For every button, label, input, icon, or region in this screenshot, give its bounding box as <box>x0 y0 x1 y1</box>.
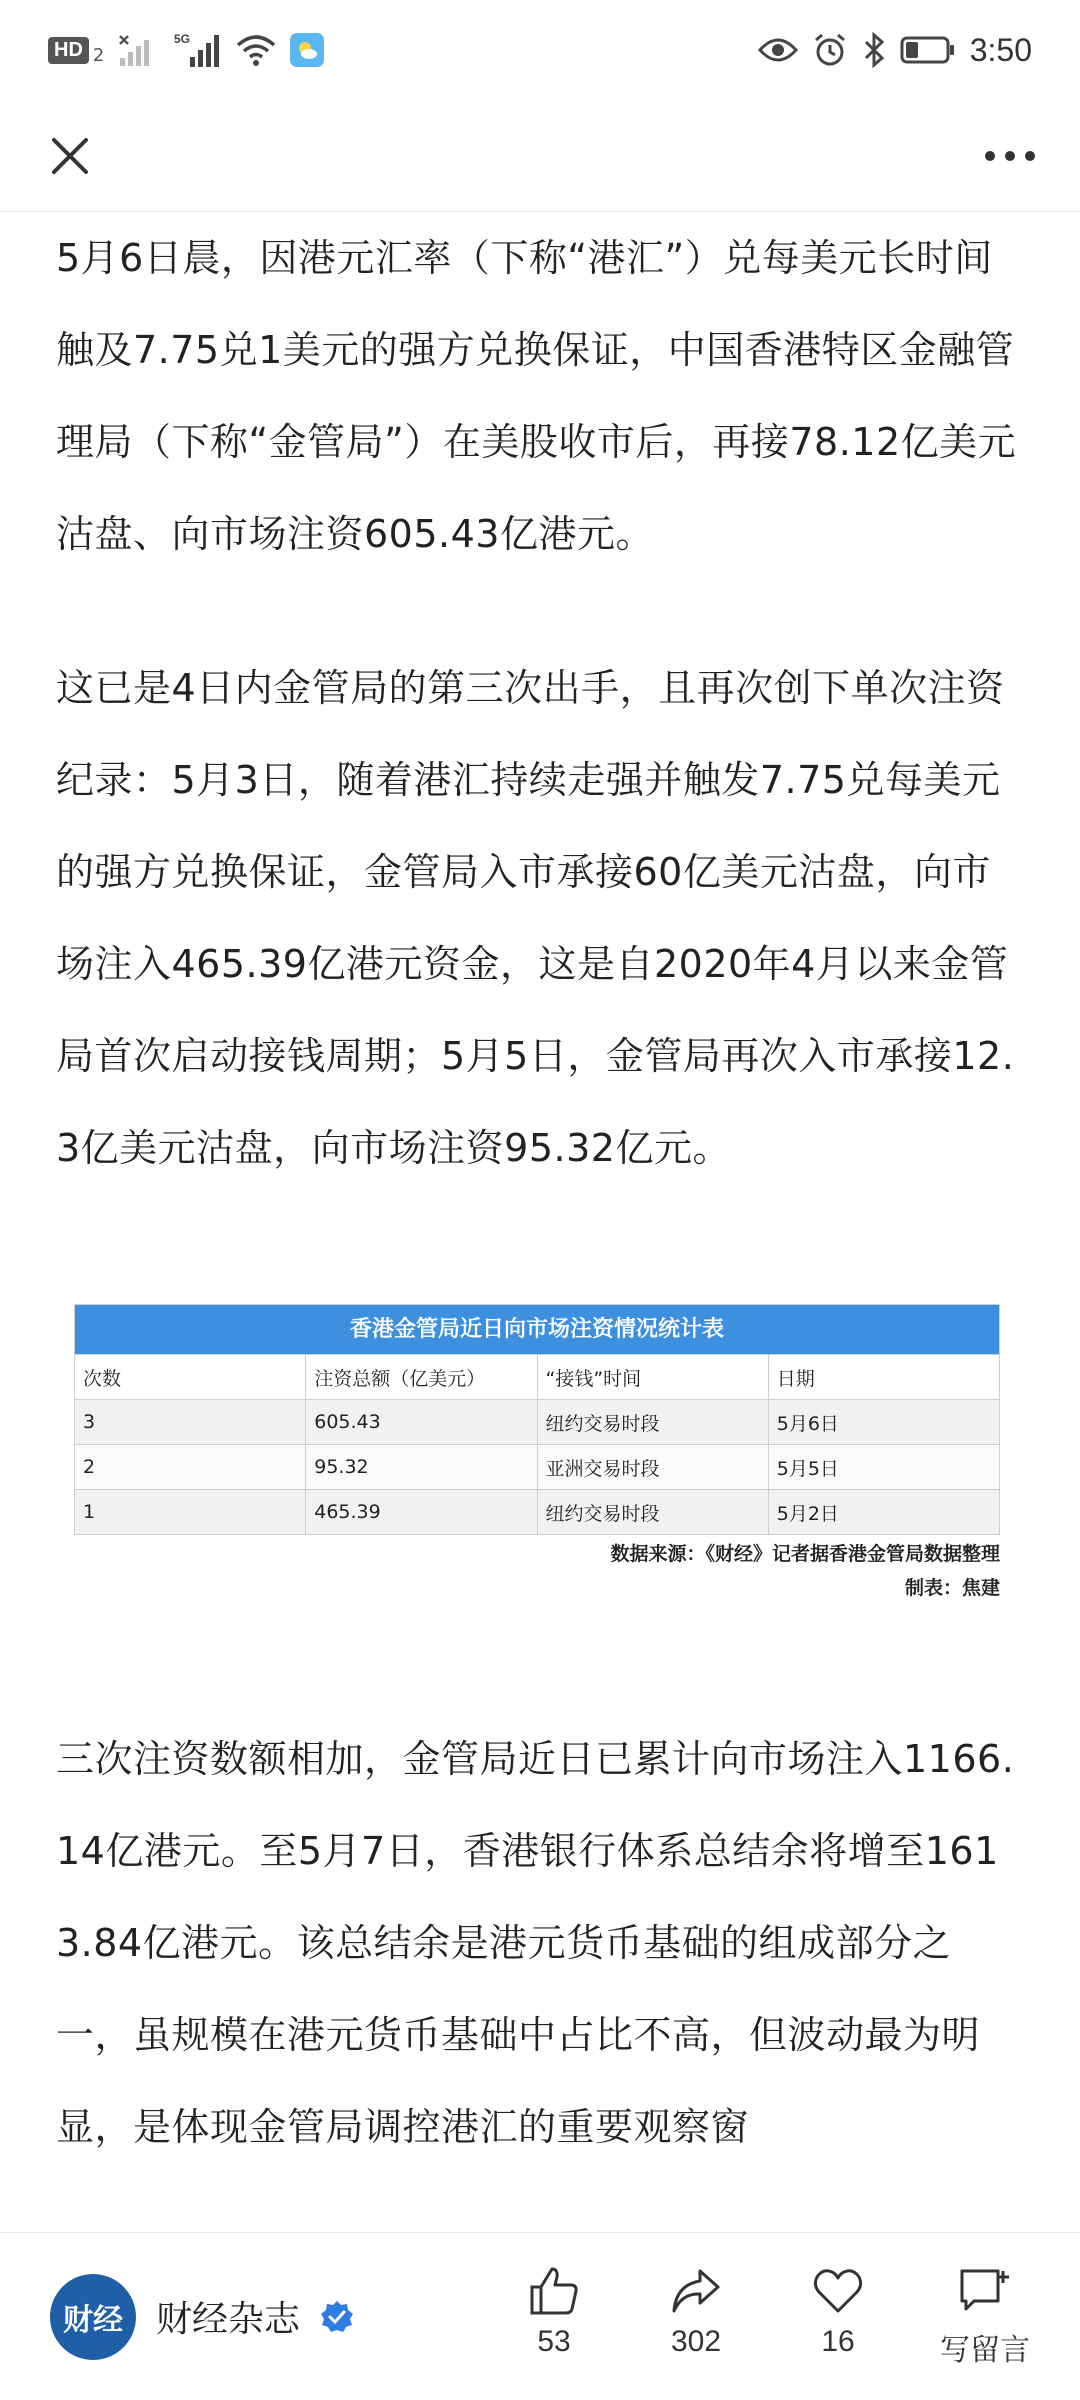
table-cell: 2 <box>75 1445 306 1490</box>
table-header-cell: 次数 <box>75 1355 306 1400</box>
table-row <box>75 1445 1000 1490</box>
table-header-cell: 日期 <box>768 1355 999 1400</box>
author-name[interactable]: 财经杂志 <box>156 2299 301 2340</box>
table-cell: 1 <box>75 1490 306 1535</box>
more-dots-icon <box>984 150 1036 162</box>
action-group <box>504 2265 1040 2369</box>
hd-badge: HD <box>48 37 89 64</box>
injection-stats-table <box>74 1354 1000 1535</box>
share-count: 302 <box>670 2324 722 2358</box>
weather-app-icon <box>290 33 324 67</box>
article-paragraph: 5月6日晨，因港元汇率（下称“港汇”）兑每美元长时间触及7.75兑1美元的强方兑换保证，中国香港特区金融管理局（下称“金管局”）在美股收市后，再接78.12亿美元沽盘、向市场注资605.43亿港元。 <box>56 236 1017 556</box>
author-info[interactable] <box>50 2274 504 2360</box>
hd-sub-label: 2 <box>92 44 105 66</box>
battery-icon <box>900 35 956 65</box>
table-cell: 5月6日 <box>768 1400 999 1445</box>
close-button[interactable] <box>30 116 110 196</box>
wifi-icon <box>236 33 276 67</box>
like-button[interactable] <box>504 2265 604 2359</box>
injection-stats-table-image[interactable] <box>74 1304 1000 1603</box>
eye-icon <box>758 36 798 64</box>
favorite-button[interactable] <box>788 2265 888 2359</box>
table-source-note: 数据来源：《财经》记者据香港金管局数据整理 <box>610 1543 1000 1565</box>
like-count: 53 <box>537 2324 571 2358</box>
share-arrow-icon <box>670 2265 722 2317</box>
article-paragraph: 三次注资数额相加，金管局近日已累计向市场注入1166.14亿港元。至5月7日，香港银行体系总结余将增至1613.84亿港元。该总结余是港元货币基础的组成部分之一，虽规模在港元货币基础中占比不高，但波动最为明显，是体现金管局调控港汇的重要观察窗 <box>56 1737 1015 2149</box>
comment-plus-icon <box>958 2265 1012 2317</box>
status-time: 3:50 <box>969 31 1032 68</box>
author-avatar[interactable]: 财经 <box>50 2274 136 2360</box>
bottom-action-bar <box>0 2232 1080 2400</box>
svg-text:5G: 5G <box>174 32 191 46</box>
table-cell: 605.43 <box>306 1400 537 1445</box>
top-nav-bar <box>0 100 1080 212</box>
close-icon <box>50 136 90 176</box>
alarm-icon <box>812 32 848 68</box>
heart-icon <box>812 2265 864 2317</box>
comment-button[interactable] <box>930 2265 1040 2369</box>
table-cell: 95.32 <box>306 1445 537 1490</box>
table-cell: 5月5日 <box>768 1445 999 1490</box>
article-body <box>0 212 1080 2232</box>
status-left-group <box>48 31 324 69</box>
table-row <box>75 1400 1000 1445</box>
signal-no-service-icon <box>118 32 160 68</box>
table-cell: 纽约交易时段 <box>537 1400 768 1445</box>
table-header-cell: 注资总额（亿美元） <box>306 1355 537 1400</box>
table-cell: 纽约交易时段 <box>537 1490 768 1535</box>
table-cell: 亚洲交易时段 <box>537 1445 768 1490</box>
more-options-button[interactable] <box>970 116 1050 196</box>
table-cell: 465.39 <box>306 1490 537 1535</box>
table-cell: 3 <box>75 1400 306 1445</box>
table-title: 香港金管局近日向市场注资情况统计表 <box>74 1304 1000 1354</box>
status-right-group <box>758 32 1032 69</box>
table-credit-note: 制表：焦建 <box>904 1577 1000 1599</box>
table-row <box>75 1490 1000 1535</box>
bluetooth-icon <box>862 32 886 68</box>
thumbs-up-icon <box>528 2265 580 2317</box>
table-header-row <box>75 1355 1000 1400</box>
verified-badge-icon <box>320 2300 354 2334</box>
comment-label: 写留言 <box>940 2333 1030 2367</box>
table-cell: 5月2日 <box>768 1490 999 1535</box>
status-bar <box>0 0 1080 100</box>
share-button[interactable] <box>646 2265 746 2359</box>
article-paragraph: 这已是4日内金管局的第三次出手，且再次创下单次注资纪录：5月3日，随着港汇持续走强并触发7.75兑每美元的强方兑换保证，金管局入市承接60亿美元沽盘，向市场注入465.39亿港元资金，这是自2020年4月以来金管局首次启动接钱周期；5月5日，金管局再次入市承接12.3亿美元沽盘，向市场注资95.32亿元。 <box>56 666 1015 1170</box>
table-header-cell: “接钱”时间 <box>537 1355 768 1400</box>
signal-5g-icon <box>174 31 222 69</box>
favorite-count: 16 <box>821 2324 855 2358</box>
